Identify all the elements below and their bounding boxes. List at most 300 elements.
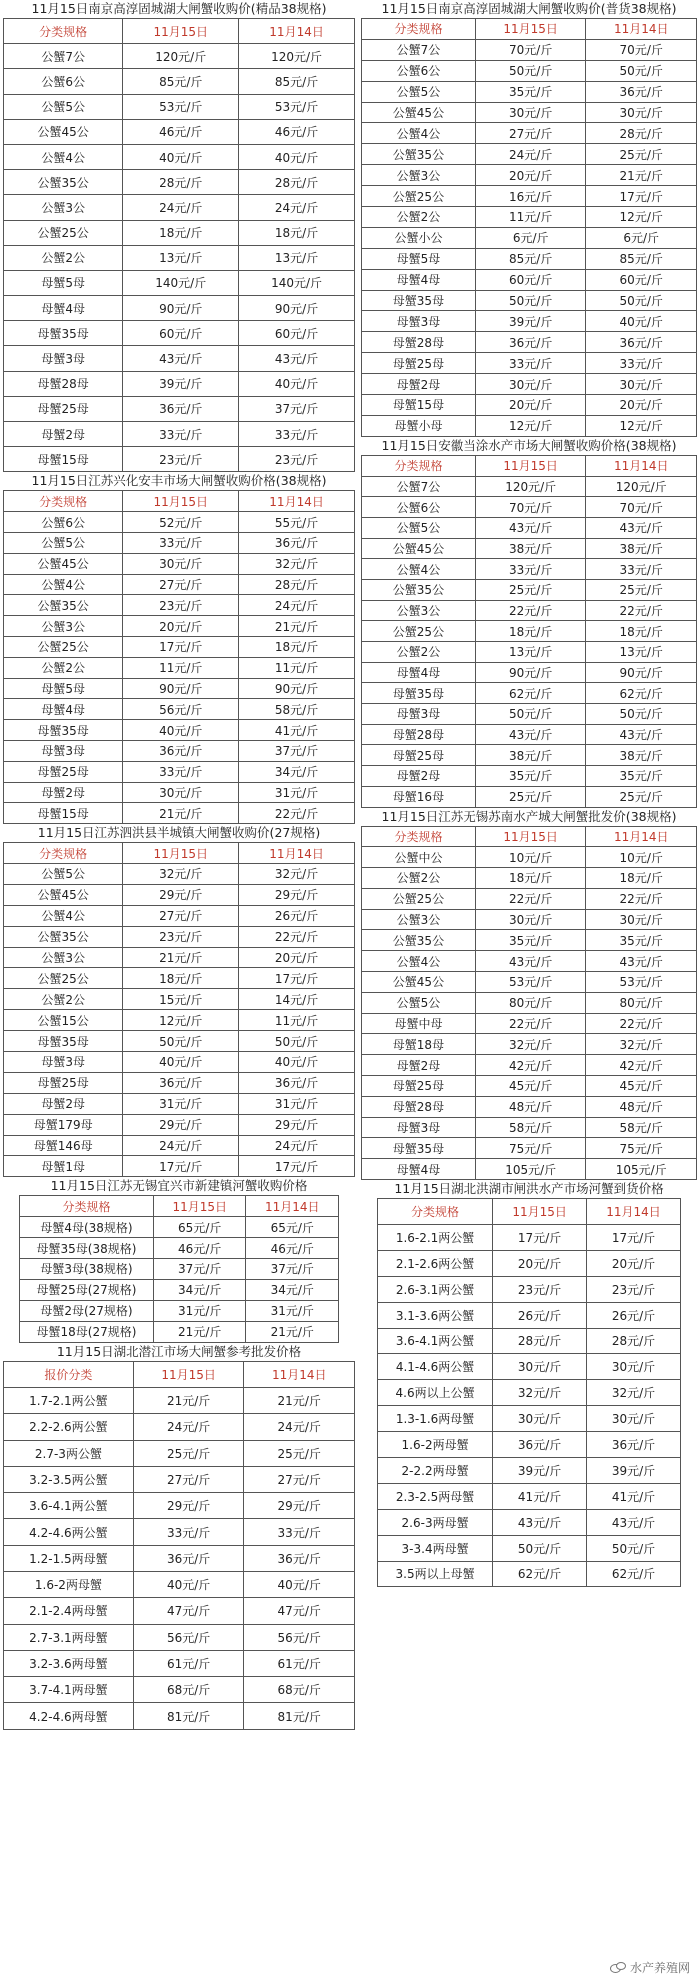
price-section-sunan bbox=[361, 808, 697, 1181]
price-cell: 40元/斤 bbox=[239, 371, 355, 396]
table-row bbox=[362, 621, 697, 642]
spec-cell: 2.2-2.6两公蟹 bbox=[4, 1414, 134, 1440]
spec-cell: 公蟹35公 bbox=[4, 926, 123, 947]
price-cell: 43元/斤 bbox=[475, 724, 586, 745]
spec-cell: 2-2.2两母蟹 bbox=[378, 1457, 493, 1483]
price-table bbox=[361, 18, 697, 437]
table-row bbox=[4, 761, 355, 782]
price-section-qianjiang bbox=[3, 1343, 355, 1730]
spec-cell: 公蟹45公 bbox=[4, 553, 123, 574]
table-row bbox=[362, 786, 697, 807]
spec-cell: 3.5两以上母蟹 bbox=[378, 1561, 493, 1587]
table-row bbox=[4, 1031, 355, 1052]
price-cell: 39元/斤 bbox=[493, 1457, 587, 1483]
spec-cell: 母蟹28母 bbox=[362, 724, 476, 745]
table-row bbox=[378, 1457, 681, 1483]
price-cell: 43元/斤 bbox=[475, 517, 586, 538]
price-cell: 34元/斤 bbox=[246, 1279, 339, 1300]
spec-cell: 1.3-1.6两母蟹 bbox=[378, 1406, 493, 1432]
price-cell: 34元/斤 bbox=[239, 761, 355, 782]
table-row bbox=[362, 868, 697, 889]
table-row bbox=[362, 497, 697, 518]
price-cell: 18元/斤 bbox=[475, 868, 586, 889]
price-cell: 50元/斤 bbox=[239, 1031, 355, 1052]
table-header-row bbox=[378, 1199, 681, 1225]
column-header: 11月14日 bbox=[586, 826, 697, 847]
spec-cell: 母蟹3母(38规格) bbox=[20, 1259, 154, 1280]
spec-cell: 公蟹35公 bbox=[362, 930, 476, 951]
spec-cell: 母蟹15母 bbox=[4, 447, 123, 472]
table-row bbox=[4, 1466, 355, 1492]
price-cell: 24元/斤 bbox=[244, 1414, 355, 1440]
spec-cell: 公蟹4公 bbox=[4, 144, 123, 169]
spec-cell: 母蟹35母 bbox=[362, 1138, 476, 1159]
price-cell: 20元/斤 bbox=[587, 1250, 681, 1276]
price-cell: 90元/斤 bbox=[475, 662, 586, 683]
table-row bbox=[4, 947, 355, 968]
spec-cell: 母蟹4母(38规格) bbox=[20, 1217, 154, 1238]
table-row bbox=[362, 1013, 697, 1034]
price-cell: 21元/斤 bbox=[123, 947, 239, 968]
table-row bbox=[362, 847, 697, 868]
column-header: 11月15日 bbox=[123, 843, 239, 864]
price-cell: 140元/斤 bbox=[239, 270, 355, 295]
price-cell: 31元/斤 bbox=[123, 1093, 239, 1114]
price-cell: 6元/斤 bbox=[586, 227, 697, 248]
spec-cell: 公蟹3公 bbox=[362, 600, 476, 621]
price-cell: 45元/斤 bbox=[475, 1076, 586, 1097]
price-cell: 30元/斤 bbox=[475, 102, 586, 123]
table-row bbox=[20, 1321, 339, 1342]
watermark-text: 水产养殖网 bbox=[629, 1961, 690, 1975]
price-section-xinghua-anfeng bbox=[3, 472, 355, 824]
table-row bbox=[4, 1545, 355, 1571]
price-section-gucheng-premium bbox=[3, 0, 355, 472]
spec-cell: 公蟹3公 bbox=[4, 195, 123, 220]
table-row bbox=[4, 884, 355, 905]
price-cell: 50元/斤 bbox=[586, 290, 697, 311]
price-cell: 26元/斤 bbox=[493, 1302, 587, 1328]
table-row bbox=[362, 538, 697, 559]
price-cell: 6元/斤 bbox=[475, 227, 586, 248]
price-cell: 31元/斤 bbox=[153, 1300, 246, 1321]
price-cell: 25元/斤 bbox=[133, 1440, 244, 1466]
spec-cell: 公蟹45公 bbox=[4, 884, 123, 905]
table-row bbox=[362, 1117, 697, 1138]
spec-cell: 公蟹6公 bbox=[362, 497, 476, 518]
spec-cell: 母蟹5母 bbox=[362, 248, 476, 269]
price-cell: 32元/斤 bbox=[493, 1380, 587, 1406]
price-cell: 90元/斤 bbox=[123, 678, 239, 699]
table-row bbox=[362, 745, 697, 766]
spec-cell: 3.6-4.1两公蟹 bbox=[4, 1493, 134, 1519]
column-header: 11月14日 bbox=[239, 843, 355, 864]
table-row bbox=[362, 248, 697, 269]
price-cell: 33元/斤 bbox=[123, 422, 239, 447]
spec-cell: 母蟹35母(38规格) bbox=[20, 1238, 154, 1259]
price-cell: 22元/斤 bbox=[475, 600, 586, 621]
price-cell: 61元/斤 bbox=[133, 1650, 244, 1676]
price-cell: 27元/斤 bbox=[475, 123, 586, 144]
spec-cell: 母蟹4母 bbox=[4, 699, 123, 720]
price-cell: 58元/斤 bbox=[586, 1117, 697, 1138]
spec-cell: 母蟹25母(27规格) bbox=[20, 1279, 154, 1300]
column-header: 分类规格 bbox=[20, 1196, 154, 1217]
spec-cell: 母蟹15母 bbox=[362, 395, 476, 416]
price-cell: 105元/斤 bbox=[475, 1159, 586, 1180]
spec-cell: 公蟹2公 bbox=[362, 642, 476, 663]
table-row bbox=[20, 1238, 339, 1259]
column-header: 11月14日 bbox=[586, 455, 697, 476]
price-cell: 22元/斤 bbox=[239, 926, 355, 947]
price-cell: 25元/斤 bbox=[244, 1440, 355, 1466]
table-row bbox=[362, 353, 697, 374]
spec-cell: 公蟹7公 bbox=[362, 476, 476, 497]
spec-cell: 母蟹25母 bbox=[362, 353, 476, 374]
price-cell: 27元/斤 bbox=[123, 574, 239, 595]
table-row bbox=[4, 1135, 355, 1156]
price-cell: 30元/斤 bbox=[586, 909, 697, 930]
column-header: 11月14日 bbox=[246, 1196, 339, 1217]
table-row bbox=[4, 926, 355, 947]
table-row bbox=[362, 1076, 697, 1097]
price-cell: 70元/斤 bbox=[586, 39, 697, 60]
table-row bbox=[4, 119, 355, 144]
spec-cell: 母蟹15母 bbox=[4, 803, 123, 824]
price-table bbox=[3, 490, 355, 824]
price-cell: 43元/斤 bbox=[587, 1509, 681, 1535]
spec-cell: 公蟹7公 bbox=[4, 44, 123, 69]
table-row bbox=[362, 559, 697, 580]
spec-cell: 母蟹3母 bbox=[362, 311, 476, 332]
spec-cell: 公蟹4公 bbox=[4, 574, 123, 595]
spec-cell: 母蟹小母 bbox=[362, 415, 476, 436]
column-header: 11月14日 bbox=[587, 1199, 681, 1225]
table-row bbox=[362, 724, 697, 745]
table-row bbox=[362, 39, 697, 60]
table-row bbox=[378, 1250, 681, 1276]
table-row bbox=[362, 332, 697, 353]
price-section-dangtu bbox=[361, 437, 697, 808]
table-row bbox=[362, 186, 697, 207]
spec-cell: 公蟹15公 bbox=[4, 1010, 123, 1031]
price-section-honghu bbox=[361, 1180, 697, 1587]
table-row bbox=[378, 1406, 681, 1432]
price-cell: 26元/斤 bbox=[239, 905, 355, 926]
price-cell: 53元/斤 bbox=[475, 972, 586, 993]
spec-cell: 公蟹25公 bbox=[4, 968, 123, 989]
price-cell: 41元/斤 bbox=[239, 720, 355, 741]
price-table bbox=[19, 1195, 339, 1342]
table-row bbox=[4, 396, 355, 421]
left-column bbox=[3, 0, 355, 1730]
column-header: 11月15日 bbox=[123, 491, 239, 512]
price-cell: 32元/斤 bbox=[239, 553, 355, 574]
price-cell: 30元/斤 bbox=[586, 102, 697, 123]
price-cell: 43元/斤 bbox=[493, 1509, 587, 1535]
table-header-row bbox=[4, 491, 355, 512]
price-cell: 45元/斤 bbox=[586, 1076, 697, 1097]
price-cell: 24元/斤 bbox=[133, 1414, 244, 1440]
table-row bbox=[4, 636, 355, 657]
spec-cell: 公蟹2公 bbox=[362, 868, 476, 889]
price-cell: 25元/斤 bbox=[586, 579, 697, 600]
price-cell: 12元/斤 bbox=[475, 415, 586, 436]
price-cell: 20元/斤 bbox=[475, 395, 586, 416]
spec-cell: 公蟹5公 bbox=[362, 517, 476, 538]
spec-cell: 3.2-3.6两母蟹 bbox=[4, 1650, 134, 1676]
price-cell: 90元/斤 bbox=[239, 296, 355, 321]
price-cell: 30元/斤 bbox=[475, 909, 586, 930]
table-row bbox=[4, 447, 355, 472]
price-table bbox=[377, 1198, 681, 1587]
price-cell: 50元/斤 bbox=[586, 704, 697, 725]
price-cell: 42元/斤 bbox=[586, 1055, 697, 1076]
price-cell: 40元/斤 bbox=[123, 1052, 239, 1073]
price-table bbox=[3, 1361, 355, 1730]
price-section-gucheng-regular bbox=[361, 0, 697, 437]
price-cell: 60元/斤 bbox=[586, 269, 697, 290]
price-cell: 47元/斤 bbox=[133, 1598, 244, 1624]
table-row bbox=[4, 1052, 355, 1073]
price-cell: 31元/斤 bbox=[239, 1093, 355, 1114]
spec-cell: 母蟹4母 bbox=[362, 662, 476, 683]
table-row bbox=[378, 1380, 681, 1406]
price-cell: 15元/斤 bbox=[123, 989, 239, 1010]
table-header-row bbox=[362, 826, 697, 847]
table-row bbox=[4, 1440, 355, 1466]
table-row bbox=[378, 1483, 681, 1509]
price-cell: 36元/斤 bbox=[123, 396, 239, 421]
table-row bbox=[4, 346, 355, 371]
price-cell: 23元/斤 bbox=[587, 1276, 681, 1302]
price-cell: 90元/斤 bbox=[586, 662, 697, 683]
price-cell: 27元/斤 bbox=[133, 1466, 244, 1492]
price-table bbox=[3, 18, 355, 472]
column-header: 分类规格 bbox=[4, 19, 123, 44]
price-cell: 46元/斤 bbox=[239, 119, 355, 144]
price-cell: 34元/斤 bbox=[153, 1279, 246, 1300]
price-cell: 40元/斤 bbox=[133, 1571, 244, 1597]
spec-cell: 1.7-2.1两公蟹 bbox=[4, 1387, 134, 1413]
table-row bbox=[4, 245, 355, 270]
price-cell: 21元/斤 bbox=[133, 1387, 244, 1413]
price-cell: 41元/斤 bbox=[493, 1483, 587, 1509]
price-cell: 24元/斤 bbox=[123, 195, 239, 220]
price-cell: 53元/斤 bbox=[586, 972, 697, 993]
spec-cell: 母蟹2母 bbox=[362, 374, 476, 395]
price-cell: 70元/斤 bbox=[475, 497, 586, 518]
spec-cell: 母蟹28母 bbox=[4, 371, 123, 396]
table-row bbox=[362, 207, 697, 228]
section-title: 11月15日江苏无锡宜兴市新建镇河蟹收购价格 bbox=[50, 1178, 308, 1194]
price-cell: 17元/斤 bbox=[493, 1224, 587, 1250]
price-cell: 80元/斤 bbox=[586, 992, 697, 1013]
table-row bbox=[362, 290, 697, 311]
price-cell: 70元/斤 bbox=[586, 497, 697, 518]
table-row bbox=[20, 1217, 339, 1238]
table-row bbox=[362, 227, 697, 248]
price-cell: 36元/斤 bbox=[475, 332, 586, 353]
price-cell: 30元/斤 bbox=[475, 374, 586, 395]
spec-cell: 公蟹45公 bbox=[4, 119, 123, 144]
spec-cell: 公蟹35公 bbox=[362, 144, 476, 165]
spec-cell: 母蟹2母 bbox=[4, 422, 123, 447]
table-row bbox=[362, 766, 697, 787]
spec-cell: 母蟹28母 bbox=[362, 332, 476, 353]
spec-cell: 2.3-2.5两母蟹 bbox=[378, 1483, 493, 1509]
price-cell: 50元/斤 bbox=[475, 60, 586, 81]
price-cell: 40元/斤 bbox=[123, 144, 239, 169]
price-cell: 39元/斤 bbox=[475, 311, 586, 332]
spec-cell: 母蟹28母 bbox=[362, 1096, 476, 1117]
price-cell: 53元/斤 bbox=[123, 94, 239, 119]
price-cell: 33元/斤 bbox=[475, 559, 586, 580]
price-cell: 29元/斤 bbox=[123, 884, 239, 905]
price-cell: 38元/斤 bbox=[475, 538, 586, 559]
price-cell: 30元/斤 bbox=[123, 553, 239, 574]
price-cell: 35元/斤 bbox=[586, 930, 697, 951]
price-cell: 47元/斤 bbox=[244, 1598, 355, 1624]
table-row bbox=[4, 1519, 355, 1545]
price-cell: 43元/斤 bbox=[123, 346, 239, 371]
spec-cell: 4.2-4.6两公蟹 bbox=[4, 1519, 134, 1545]
spec-cell: 母蟹2母(27规格) bbox=[20, 1300, 154, 1321]
price-cell: 35元/斤 bbox=[586, 766, 697, 787]
spec-cell: 1.6-2两母蟹 bbox=[4, 1571, 134, 1597]
spec-cell: 母蟹4母 bbox=[362, 1159, 476, 1180]
price-cell: 68元/斤 bbox=[133, 1677, 244, 1703]
spec-cell: 母蟹16母 bbox=[362, 786, 476, 807]
spec-cell: 公蟹35公 bbox=[362, 579, 476, 600]
price-cell: 33元/斤 bbox=[586, 353, 697, 374]
price-cell: 32元/斤 bbox=[587, 1380, 681, 1406]
price-cell: 11元/斤 bbox=[475, 207, 586, 228]
price-cell: 18元/斤 bbox=[239, 636, 355, 657]
column-header: 分类规格 bbox=[362, 19, 476, 40]
table-row bbox=[362, 123, 697, 144]
price-cell: 85元/斤 bbox=[475, 248, 586, 269]
price-cell: 41元/斤 bbox=[587, 1483, 681, 1509]
price-cell: 20元/斤 bbox=[586, 395, 697, 416]
table-header-row bbox=[4, 19, 355, 44]
spec-cell: 母蟹3母 bbox=[362, 1117, 476, 1138]
spec-cell: 2.7-3.1两母蟹 bbox=[4, 1624, 134, 1650]
column-header: 11月15日 bbox=[153, 1196, 246, 1217]
spec-cell: 母蟹25母 bbox=[4, 396, 123, 421]
table-row bbox=[362, 704, 697, 725]
table-row bbox=[4, 905, 355, 926]
price-cell: 33元/斤 bbox=[123, 532, 239, 553]
price-cell: 24元/斤 bbox=[239, 1135, 355, 1156]
table-row bbox=[4, 1624, 355, 1650]
price-cell: 39元/斤 bbox=[587, 1457, 681, 1483]
price-cell: 30元/斤 bbox=[493, 1354, 587, 1380]
spec-cell: 公蟹5公 bbox=[362, 992, 476, 1013]
spec-cell: 公蟹35公 bbox=[4, 170, 123, 195]
table-row bbox=[378, 1328, 681, 1354]
price-cell: 20元/斤 bbox=[475, 165, 586, 186]
price-cell: 10元/斤 bbox=[586, 847, 697, 868]
price-cell: 43元/斤 bbox=[586, 951, 697, 972]
table-row bbox=[20, 1300, 339, 1321]
price-cell: 120元/斤 bbox=[239, 44, 355, 69]
spec-cell: 2.6-3两母蟹 bbox=[378, 1509, 493, 1535]
price-cell: 20元/斤 bbox=[123, 616, 239, 637]
spec-cell: 母蟹35母 bbox=[4, 321, 123, 346]
spec-cell: 公蟹4公 bbox=[4, 905, 123, 926]
spec-cell: 公蟹45公 bbox=[362, 102, 476, 123]
price-cell: 53元/斤 bbox=[239, 94, 355, 119]
spec-cell: 公蟹4公 bbox=[362, 559, 476, 580]
table-row bbox=[4, 1703, 355, 1729]
spec-cell: 母蟹35母 bbox=[362, 290, 476, 311]
table-row bbox=[4, 296, 355, 321]
price-cell: 32元/斤 bbox=[586, 1034, 697, 1055]
price-cell: 13元/斤 bbox=[475, 642, 586, 663]
spec-cell: 母蟹5母 bbox=[4, 678, 123, 699]
column-header: 报价分类 bbox=[4, 1361, 134, 1387]
table-row bbox=[4, 1010, 355, 1031]
spec-cell: 4.1-4.6两公蟹 bbox=[378, 1354, 493, 1380]
table-row bbox=[362, 395, 697, 416]
table-row bbox=[362, 662, 697, 683]
spec-cell: 公蟹5公 bbox=[4, 532, 123, 553]
price-cell: 18元/斤 bbox=[123, 968, 239, 989]
table-row bbox=[4, 803, 355, 824]
spec-cell: 母蟹35母 bbox=[362, 683, 476, 704]
table-row bbox=[4, 371, 355, 396]
spec-cell: 母蟹25母 bbox=[362, 745, 476, 766]
column-header: 分类规格 bbox=[4, 491, 123, 512]
column-header: 11月15日 bbox=[123, 19, 239, 44]
table-row bbox=[378, 1224, 681, 1250]
price-cell: 38元/斤 bbox=[586, 745, 697, 766]
table-row bbox=[4, 968, 355, 989]
table-row bbox=[362, 888, 697, 909]
price-cell: 11元/斤 bbox=[239, 657, 355, 678]
spec-cell: 公蟹25公 bbox=[362, 186, 476, 207]
price-cell: 50元/斤 bbox=[475, 704, 586, 725]
table-row bbox=[378, 1561, 681, 1587]
spec-cell: 母蟹1母 bbox=[4, 1156, 123, 1177]
price-cell: 16元/斤 bbox=[475, 186, 586, 207]
price-cell: 24元/斤 bbox=[239, 595, 355, 616]
table-row bbox=[4, 1114, 355, 1135]
price-cell: 33元/斤 bbox=[586, 559, 697, 580]
price-cell: 18元/斤 bbox=[239, 220, 355, 245]
price-cell: 33元/斤 bbox=[133, 1519, 244, 1545]
table-row bbox=[362, 476, 697, 497]
price-cell: 37元/斤 bbox=[153, 1259, 246, 1280]
table-row bbox=[362, 992, 697, 1013]
table-row bbox=[362, 165, 697, 186]
spec-cell: 公蟹2公 bbox=[362, 207, 476, 228]
spec-cell: 母蟹中母 bbox=[362, 1013, 476, 1034]
column-header: 11月14日 bbox=[239, 491, 355, 512]
price-cell: 70元/斤 bbox=[475, 39, 586, 60]
price-cell: 35元/斤 bbox=[475, 766, 586, 787]
price-cell: 90元/斤 bbox=[123, 296, 239, 321]
price-cell: 61元/斤 bbox=[244, 1650, 355, 1676]
table-row bbox=[4, 512, 355, 533]
price-cell: 25元/斤 bbox=[475, 579, 586, 600]
table-row bbox=[362, 930, 697, 951]
price-cell: 36元/斤 bbox=[586, 332, 697, 353]
price-cell: 25元/斤 bbox=[586, 786, 697, 807]
price-cell: 30元/斤 bbox=[493, 1406, 587, 1432]
price-cell: 85元/斤 bbox=[123, 69, 239, 94]
